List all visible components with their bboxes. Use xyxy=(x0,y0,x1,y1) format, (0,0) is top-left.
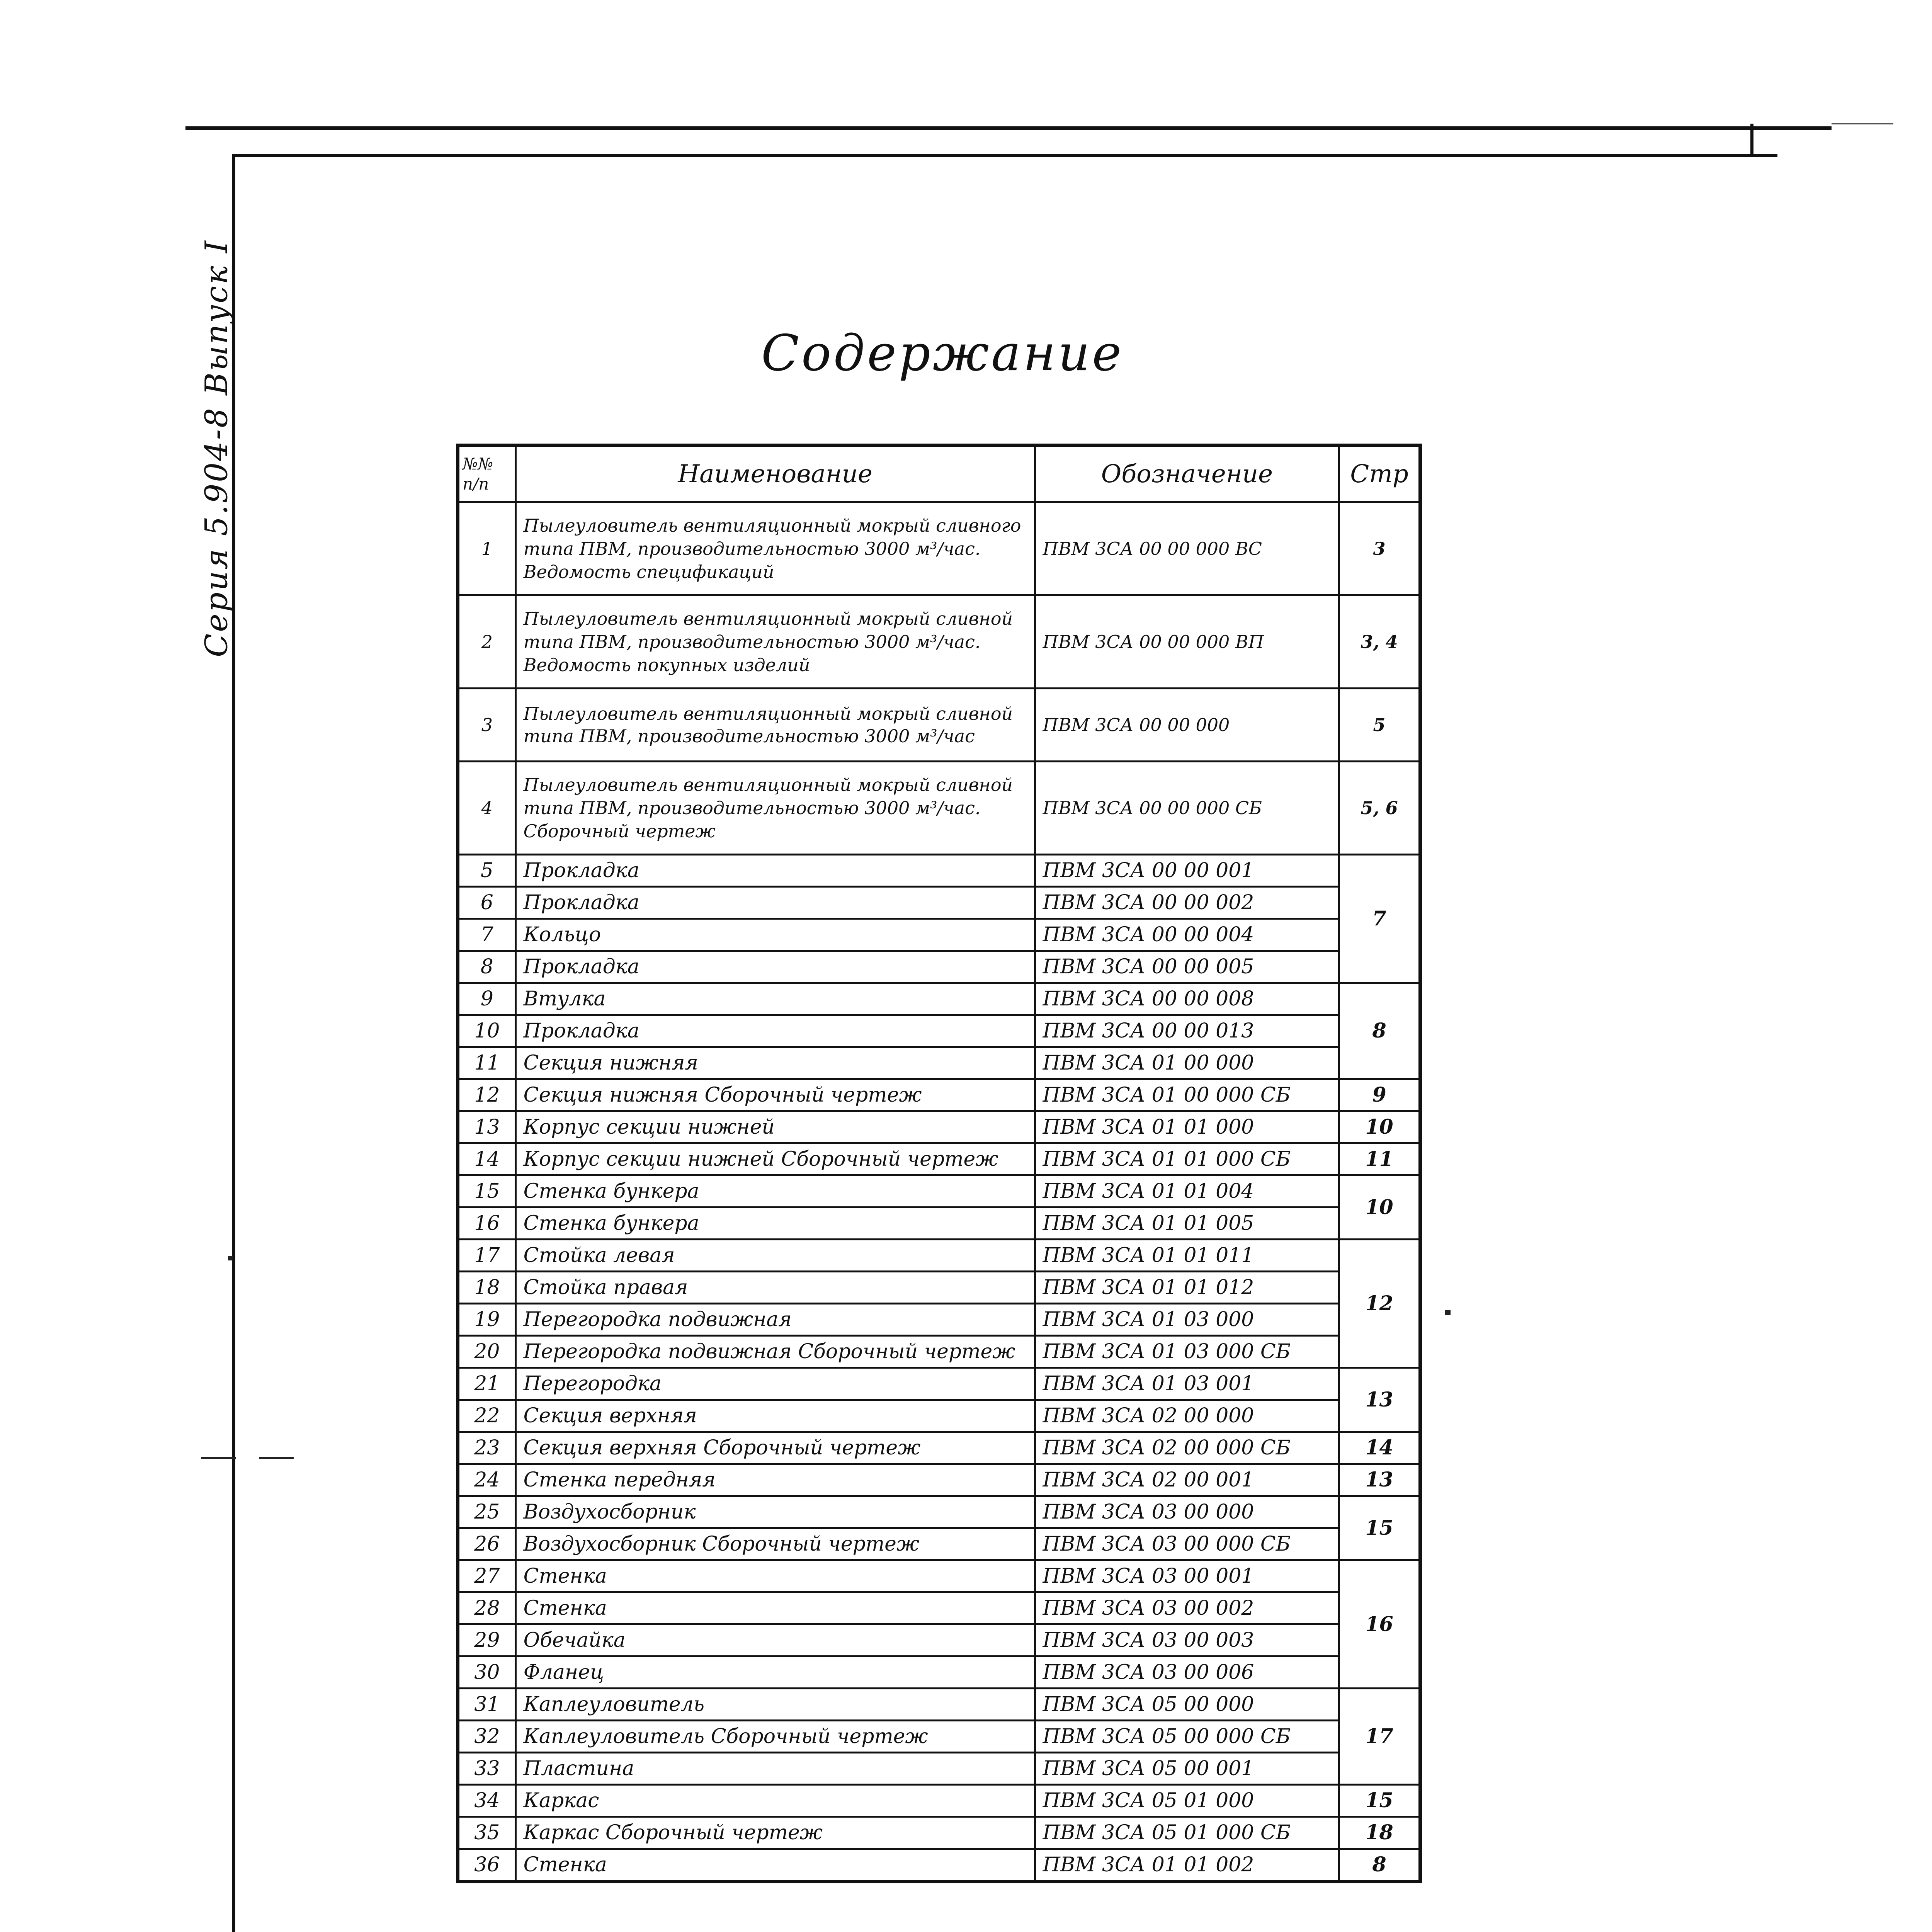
row-number: 28 xyxy=(458,1592,516,1624)
row-code: ПВМ 3СА 00 00 000 СБ xyxy=(1035,762,1339,855)
row-number: 10 xyxy=(458,1015,516,1047)
page-title: Содержание xyxy=(761,325,1124,382)
row-name: Корпус секции нижней Сборочный чертеж xyxy=(515,1143,1035,1175)
row-code: ПВМ 3СА 03 00 000 СБ xyxy=(1035,1528,1339,1560)
table-row xyxy=(458,1528,1420,1560)
table-row xyxy=(458,1785,1420,1817)
row-page: 9 xyxy=(1339,1079,1420,1111)
row-name: Стенка передняя xyxy=(515,1464,1035,1496)
row-number: 17 xyxy=(458,1240,516,1272)
table-row xyxy=(458,502,1420,595)
row-number: 32 xyxy=(458,1721,516,1753)
row-number: 1 xyxy=(458,502,516,595)
table-row xyxy=(458,1592,1420,1624)
row-page: 10 xyxy=(1339,1111,1420,1143)
row-code: ПВМ 3СА 01 01 005 xyxy=(1035,1208,1339,1240)
table-row xyxy=(458,1047,1420,1079)
scan-speck xyxy=(228,1256,233,1260)
row-number: 15 xyxy=(458,1175,516,1208)
row-code: ПВМ 3СА 05 00 000 xyxy=(1035,1689,1339,1721)
row-page: 5 xyxy=(1339,689,1420,762)
row-code: ПВМ 3СА 00 00 001 xyxy=(1035,855,1339,887)
row-page: 17 xyxy=(1339,1689,1420,1785)
row-number: 5 xyxy=(458,855,516,887)
row-number: 33 xyxy=(458,1753,516,1785)
scan-mark xyxy=(201,1457,236,1459)
row-code: ПВМ 3СА 00 00 000 xyxy=(1035,689,1339,762)
series-stamp: Серия 5.904-8 Выпуск I xyxy=(198,239,235,657)
table-row xyxy=(458,1368,1420,1400)
scan-speck xyxy=(1445,1310,1451,1315)
row-name: Прокладка xyxy=(515,855,1035,887)
row-name: Стойка правая xyxy=(515,1272,1035,1304)
column-header-no: №№ п/п xyxy=(458,446,516,502)
row-number: 25 xyxy=(458,1496,516,1528)
row-number: 27 xyxy=(458,1560,516,1592)
row-name: Пылеуловитель вентиляционный мокрый сливной типа ПВМ, производительностью 3000 м³/час. Ведомость покупных изделий xyxy=(515,595,1035,689)
row-code: ПВМ 3СА 03 00 002 xyxy=(1035,1592,1339,1624)
row-name: Секция верхняя Сборочный чертеж xyxy=(515,1432,1035,1464)
row-code: ПВМ 3СА 03 00 003 xyxy=(1035,1624,1339,1656)
row-page: 7 xyxy=(1339,855,1420,983)
table-row xyxy=(458,1304,1420,1336)
table-row xyxy=(458,1689,1420,1721)
row-name: Стенка xyxy=(515,1849,1035,1882)
row-name: Корпус секции нижней xyxy=(515,1111,1035,1143)
row-code: ПВМ 3СА 00 00 004 xyxy=(1035,919,1339,951)
row-number: 7 xyxy=(458,919,516,951)
table-row xyxy=(458,1111,1420,1143)
table-row xyxy=(458,1272,1420,1304)
table-row xyxy=(458,1817,1420,1849)
row-code: ПВМ 3СА 00 00 002 xyxy=(1035,887,1339,919)
row-number: 4 xyxy=(458,762,516,855)
column-header-code: Обозначение xyxy=(1035,446,1339,502)
row-code: ПВМ 3СА 03 00 006 xyxy=(1035,1656,1339,1689)
row-number: 20 xyxy=(458,1336,516,1368)
table-row xyxy=(458,1432,1420,1464)
row-code: ПВМ 3СА 01 03 000 СБ xyxy=(1035,1336,1339,1368)
row-number: 18 xyxy=(458,1272,516,1304)
table-row xyxy=(458,1208,1420,1240)
row-name: Перегородка подвижная xyxy=(515,1304,1035,1336)
row-name: Каркас xyxy=(515,1785,1035,1817)
row-page: 12 xyxy=(1339,1240,1420,1368)
row-code: ПВМ 3СА 02 00 000 СБ xyxy=(1035,1432,1339,1464)
table-row xyxy=(458,951,1420,983)
row-name: Прокладка xyxy=(515,887,1035,919)
table-row xyxy=(458,1336,1420,1368)
row-number: 24 xyxy=(458,1464,516,1496)
row-number: 22 xyxy=(458,1400,516,1432)
row-number: 11 xyxy=(458,1047,516,1079)
table-row xyxy=(458,1753,1420,1785)
row-number: 21 xyxy=(458,1368,516,1400)
table-row xyxy=(458,689,1420,762)
row-name: Обечайка xyxy=(515,1624,1035,1656)
row-page: 16 xyxy=(1339,1560,1420,1689)
row-code: ПВМ 3СА 00 00 000 ВС xyxy=(1035,502,1339,595)
row-name: Воздухосборник Сборочный чертеж xyxy=(515,1528,1035,1560)
table-row xyxy=(458,1656,1420,1689)
row-name: Секция нижняя Сборочный чертеж xyxy=(515,1079,1035,1111)
table-row xyxy=(458,1624,1420,1656)
table-row xyxy=(458,887,1420,919)
table-row xyxy=(458,1721,1420,1753)
row-code: ПВМ 3СА 00 00 008 xyxy=(1035,983,1339,1015)
row-number: 12 xyxy=(458,1079,516,1111)
row-number: 31 xyxy=(458,1689,516,1721)
row-page: 13 xyxy=(1339,1368,1420,1432)
row-page: 8 xyxy=(1339,983,1420,1079)
column-header-page: Стр xyxy=(1339,446,1420,502)
row-name: Стенка бункера xyxy=(515,1208,1035,1240)
row-name: Каплеуловитель xyxy=(515,1689,1035,1721)
row-number: 26 xyxy=(458,1528,516,1560)
table-row xyxy=(458,1464,1420,1496)
table-row xyxy=(458,1240,1420,1272)
row-number: 34 xyxy=(458,1785,516,1817)
row-page: 10 xyxy=(1339,1175,1420,1240)
row-code: ПВМ 3СА 01 01 004 xyxy=(1035,1175,1339,1208)
row-name: Стенка xyxy=(515,1560,1035,1592)
row-code: ПВМ 3СА 01 01 002 xyxy=(1035,1849,1339,1882)
row-code: ПВМ 3СА 00 00 000 ВП xyxy=(1035,595,1339,689)
row-name: Втулка xyxy=(515,983,1035,1015)
row-number: 14 xyxy=(458,1143,516,1175)
table-row xyxy=(458,855,1420,887)
row-page: 15 xyxy=(1339,1785,1420,1817)
table-row xyxy=(458,1015,1420,1047)
row-code: ПВМ 3СА 02 00 000 xyxy=(1035,1400,1339,1432)
row-page: 5, 6 xyxy=(1339,762,1420,855)
table-row xyxy=(458,762,1420,855)
row-number: 6 xyxy=(458,887,516,919)
row-code: ПВМ 3СА 01 03 000 xyxy=(1035,1304,1339,1336)
table-row xyxy=(458,1143,1420,1175)
row-number: 23 xyxy=(458,1432,516,1464)
row-name: Пылеуловитель вентиляционный мокрый сливного типа ПВМ, производительностью 3000 м³/час. Ведомость спецификаций xyxy=(515,502,1035,595)
row-code: ПВМ 3СА 05 00 001 xyxy=(1035,1753,1339,1785)
row-code: ПВМ 3СА 01 00 000 СБ xyxy=(1035,1079,1339,1111)
row-number: 29 xyxy=(458,1624,516,1656)
row-code: ПВМ 3СА 03 00 001 xyxy=(1035,1560,1339,1592)
row-number: 2 xyxy=(458,595,516,689)
row-number: 16 xyxy=(458,1208,516,1240)
row-number: 36 xyxy=(458,1849,516,1882)
row-name: Перегородка подвижная Сборочный чертеж xyxy=(515,1336,1035,1368)
row-code: ПВМ 3СА 01 03 001 xyxy=(1035,1368,1339,1400)
row-name: Стойка левая xyxy=(515,1240,1035,1272)
table-row xyxy=(458,1560,1420,1592)
row-name: Воздухосборник xyxy=(515,1496,1035,1528)
row-code: ПВМ 3СА 02 00 001 xyxy=(1035,1464,1339,1496)
row-code: ПВМ 3СА 01 01 011 xyxy=(1035,1240,1339,1272)
row-code: ПВМ 3СА 01 01 012 xyxy=(1035,1272,1339,1304)
frame-top-border xyxy=(232,154,1777,157)
row-code: ПВМ 3СА 01 01 000 xyxy=(1035,1111,1339,1143)
row-code: ПВМ 3СА 03 00 000 xyxy=(1035,1496,1339,1528)
row-name: Пылеуловитель вентиляционный мокрый сливной типа ПВМ, производительностью 3000 м³/час xyxy=(515,689,1035,762)
top-corner-tick xyxy=(1750,124,1753,155)
row-name: Кольцо xyxy=(515,919,1035,951)
row-code: ПВМ 3СА 05 00 000 СБ xyxy=(1035,1721,1339,1753)
table-row xyxy=(458,1400,1420,1432)
row-number: 35 xyxy=(458,1817,516,1849)
row-page: 3 xyxy=(1339,502,1420,595)
row-code: ПВМ 3СА 01 01 000 СБ xyxy=(1035,1143,1339,1175)
row-name: Каркас Сборочный чертеж xyxy=(515,1817,1035,1849)
table-row xyxy=(458,983,1420,1015)
row-name: Перегородка xyxy=(515,1368,1035,1400)
row-page: 14 xyxy=(1339,1432,1420,1464)
row-name: Фланец xyxy=(515,1656,1035,1689)
row-code: ПВМ 3СА 05 01 000 xyxy=(1035,1785,1339,1817)
row-page: 8 xyxy=(1339,1849,1420,1882)
row-page: 18 xyxy=(1339,1817,1420,1849)
row-code: ПВМ 3СА 05 01 000 СБ xyxy=(1035,1817,1339,1849)
scan-mark xyxy=(259,1457,294,1459)
table-row xyxy=(458,1079,1420,1111)
row-page: 13 xyxy=(1339,1464,1420,1496)
row-number: 8 xyxy=(458,951,516,983)
row-name: Стенка бункера xyxy=(515,1175,1035,1208)
row-page: 11 xyxy=(1339,1143,1420,1175)
row-name: Каплеуловитель Сборочный чертеж xyxy=(515,1721,1035,1753)
contents-table xyxy=(456,444,1422,1883)
row-page: 3, 4 xyxy=(1339,595,1420,689)
row-name: Секция верхняя xyxy=(515,1400,1035,1432)
row-name: Секция нижняя xyxy=(515,1047,1035,1079)
row-name: Стенка xyxy=(515,1592,1035,1624)
column-header-name: Наименование xyxy=(515,446,1035,502)
row-code: ПВМ 3СА 00 00 005 xyxy=(1035,951,1339,983)
row-number: 9 xyxy=(458,983,516,1015)
row-number: 3 xyxy=(458,689,516,762)
table-row xyxy=(458,1849,1420,1882)
row-name: Пылеуловитель вентиляционный мокрый сливной типа ПВМ, производительностью 3000 м³/час. Сборочный чертеж xyxy=(515,762,1035,855)
row-code: ПВМ 3СА 00 00 013 xyxy=(1035,1015,1339,1047)
row-page: 15 xyxy=(1339,1496,1420,1560)
row-number: 19 xyxy=(458,1304,516,1336)
row-number: 30 xyxy=(458,1656,516,1689)
top-border-dash xyxy=(1832,123,1893,124)
table-row xyxy=(458,595,1420,689)
top-border-line xyxy=(185,126,1832,130)
row-name: Прокладка xyxy=(515,1015,1035,1047)
header-row xyxy=(458,446,1420,502)
table-row xyxy=(458,1175,1420,1208)
row-name: Пластина xyxy=(515,1753,1035,1785)
table-row xyxy=(458,919,1420,951)
table-row xyxy=(458,1496,1420,1528)
row-code: ПВМ 3СА 01 00 000 xyxy=(1035,1047,1339,1079)
row-number: 13 xyxy=(458,1111,516,1143)
row-name: Прокладка xyxy=(515,951,1035,983)
